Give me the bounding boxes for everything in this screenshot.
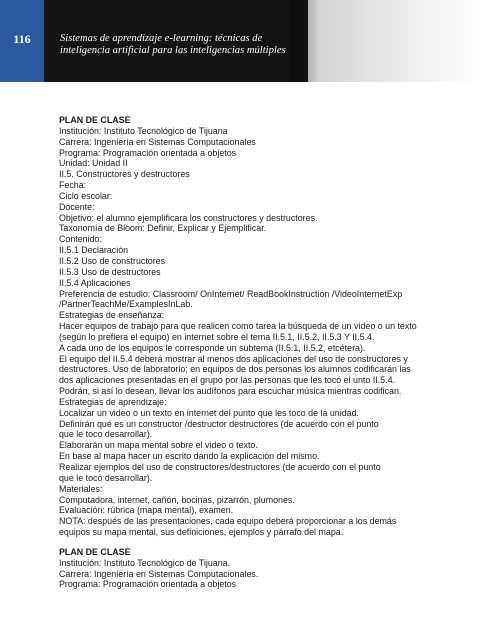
book-title-line-1: Sistemas de aprendizaje e-learning: técnicas de (60, 33, 263, 44)
text-line: Institución: Instituto Tecnológico de Tijuana (59, 125, 228, 136)
text-line: Fecha: (59, 180, 87, 191)
text-line: II.5. Constructores y destructores (59, 169, 190, 180)
strategy-paragraph: El equipo del II.5.4 deberá mostrar al menos dos aplicaciones del uso de constructores y destructores. Uso de laboratorio; en equipos de dos personas los alumnos codificarán las dos aplicaciones presentadas en el grupo por las personas que les tocó el unto II.5.4. Podrán, si así lo desean, llevar los audífonos para escuchar música mientras codifican. (59, 353, 411, 397)
text-line: Institución: Instituto Tecnológico de Tijuana. (59, 557, 231, 568)
text-line: Objetivo: el alumno ejemplificara los constructores y destructores. (59, 212, 318, 223)
text-line: II.5.4 Aplicaciones (59, 277, 131, 288)
text-line: Preferencia de estudio: Classroom/ OnInternet/ ReadBookInstruction /VideoInternetExp (59, 288, 403, 299)
text-line: Estrategias de aprendizaje: (59, 396, 167, 407)
page-number-box (0, 0, 44, 82)
text-line: II.5.2 Uso de constructores (59, 255, 166, 266)
text-line: II.5.3 Uso de destructores (59, 266, 161, 277)
text-line: II.5.1 Declaración (59, 245, 129, 256)
text-line: Materiales: (59, 483, 103, 494)
text-line: Computadora, internet, cañón, bocinas, pizarrón, plumones. (59, 494, 295, 505)
page-body (59, 115, 421, 590)
text-line: Docente: (59, 201, 95, 212)
strategy-paragraph: Hacer equipos de trabajo para que realicen como tarea la búsqueda de un video o un texto (según lo prefiera el equipo) en internet sobre el tema II.5.1, II.5.2, II.5.3 Y II.5.4. (59, 321, 417, 342)
page-number: 116 (13, 32, 31, 46)
section-spacer (59, 538, 421, 547)
text-line: Taxonomía de Bloom: Definir, Explicar y Ejemplificar. (59, 223, 267, 234)
text-line: Programa: Programación orientada a objetos (59, 147, 237, 158)
text-line: Realizar ejemplos del uso de constructores/destructores (de acuerdo con el punto (59, 462, 381, 472)
section-heading: PLAN DE CLASE (59, 115, 131, 125)
text-line: Ciclo escolar: (59, 190, 113, 201)
text-line: Programa: Programación orientada a objetos (59, 579, 237, 590)
text-line: Elaborarán un mapa mental sobre el video o texto. (59, 440, 258, 451)
text-line: Evaluación: rúbrica (mapa mental), examen. (59, 505, 234, 516)
book-title-line-2: inteligencia artificial para las inteligencias múltiples (60, 45, 286, 56)
book-title (60, 33, 300, 57)
text-line: Contenido: (59, 234, 102, 245)
text-line: Carrera: Ingeniería en Sistemas Computacionales (59, 136, 256, 147)
text-line: Definirán qué es un constructor /destructor destructores (de acuerdo con el punto (59, 418, 379, 429)
text-line: A cada uno de los equipos le corresponde un subtema (II.5.1, II.5.2, etcétera). (59, 342, 366, 353)
note-paragraph: NOTA: después de las presentaciones, cada equipo deberá proporcionar a los demás equipos su mapa mental, sus definiciones, ejemplos y párrafo del mapa. (59, 516, 397, 538)
text-line: En base al mapa hacer un escrito dando la explicación del mismo. (59, 451, 320, 462)
text-line: Estrategias de enseñanza: (59, 310, 165, 321)
section-heading: PLAN DE CLASE (59, 546, 131, 557)
text-line: Carrera: Ingeniería en Sistemas Computacionales. (59, 568, 259, 579)
text-line: Unidad: Unidad II (59, 158, 128, 169)
text-line: que le tocó desarrollar). (59, 472, 153, 483)
header-gradient (300, 0, 480, 82)
text-line: Localizar un video o un texto en internet del punto que les toco de la unidad. (59, 407, 359, 418)
text-line: /PartnerTeachMe/ExamplesInLab. (59, 299, 193, 310)
page-header (0, 0, 480, 88)
text-line: que le toco desarrollar). (59, 429, 153, 440)
